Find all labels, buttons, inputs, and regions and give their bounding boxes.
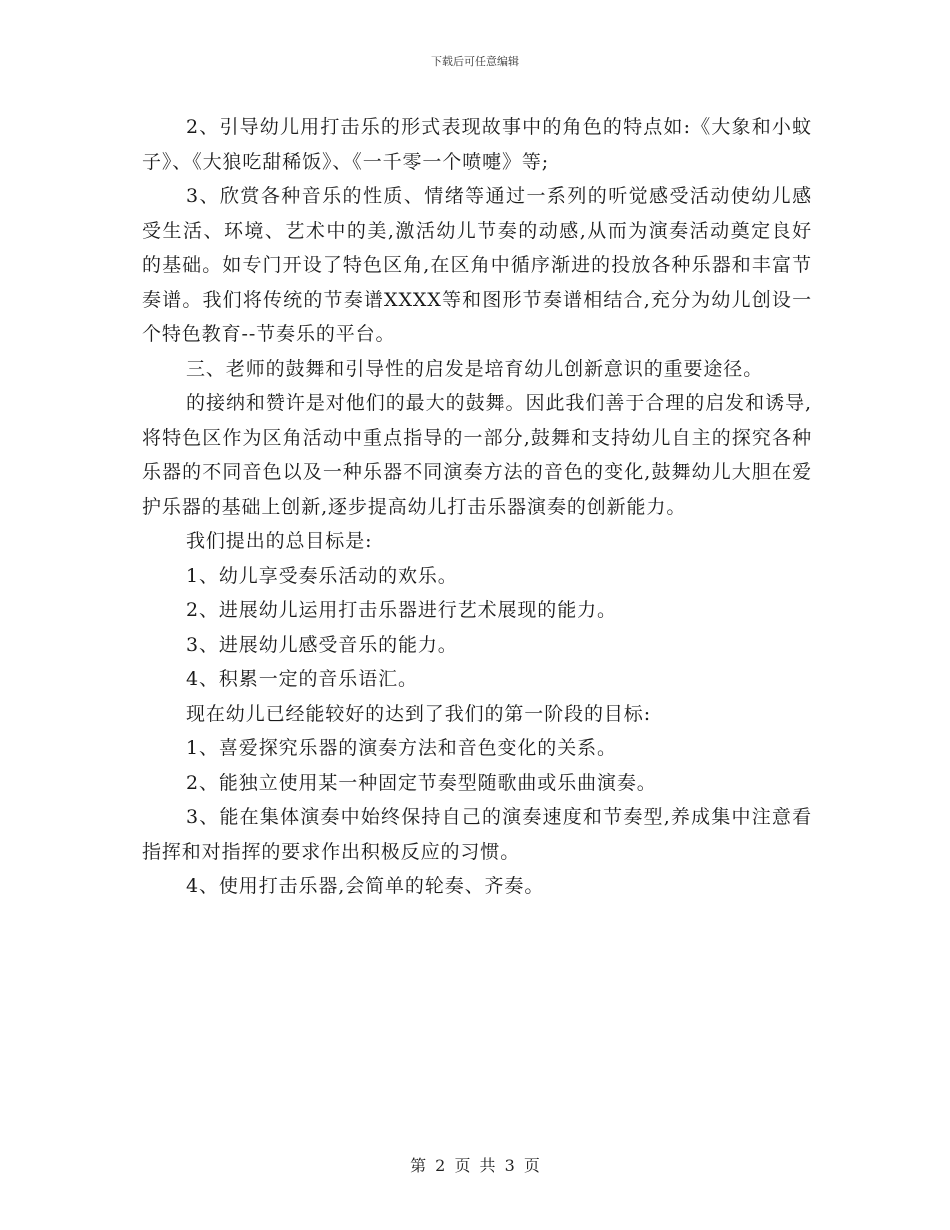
list-item: 2、能独立使用某一种固定节奏型随歌曲或乐曲演奏。 [186, 771, 657, 794]
list-item: 3、能在集体演奏中始终保持自己的演奏速度和节奏型,养成集中注意看指挥和对指挥的要求作出积极反应的习惯。 [142, 806, 812, 863]
list-item: 4、使用打击乐器,会简单的轮奏、齐奏。 [186, 875, 545, 897]
paragraph: 现在幼儿已经能较好的达到了我们的第一阶段的目标: [186, 702, 652, 725]
paragraph: 3、欣赏各种音乐的性质、情绪等通过一系列的听觉感受活动使幼儿感受生活、环境、艺术中的美,激活幼儿节奏的动感,从而为演奏活动奠定良好的基础。如专门开设了特色区角,在区角中循序渐进的投放各种乐器和丰富节奏谱。我们将传统的节奏谱XXXX等和图形节奏谱相结合,充分为幼儿创设一个特色教育--节奏乐的平台。 [142, 185, 812, 345]
page-number-footer: 第 2 页 共 3 页 [410, 1156, 540, 1175]
document-body [142, 110, 812, 904]
list-item: 2、进展幼儿运用打击乐器进行艺术展现的能力。 [186, 599, 617, 621]
paragraph: 2、引导幼儿用打击乐的形式表现故事中的角色的特点如:《大象和小蚊子》、《大狼吃甜稀饭》、《一千零一个喷嚏》等; [142, 116, 812, 173]
list-item: 1、幼儿享受奏乐活动的欢乐。 [186, 564, 458, 587]
list-item: 1、喜爱探究乐器的演奏方法和音色变化的关系。 [186, 737, 617, 759]
paragraph: 三、老师的鼓舞和引导性的启发是培育幼儿创新意识的重要途径。 [186, 357, 764, 380]
paragraph: 的接纳和赞许是对他们的最大的鼓舞。因此我们善于合理的启发和诱导,将特色区作为区角活动中重点指导的一部分,鼓舞和支持幼儿自主的探究各种乐器的不同音色以及一种乐器不同演奏方法的音色的变化,鼓舞幼儿大胆在爱护乐器的基础上创新,逐步提高幼儿打击乐器演奏的创新能力。 [142, 392, 812, 518]
list-item: 3、进展幼儿感受音乐的能力。 [186, 633, 458, 656]
paragraph: 我们提出的总目标是: [186, 530, 373, 552]
list-item: 4、积累一定的音乐语汇。 [186, 668, 418, 690]
page-header: 下载后可任意编辑 [431, 55, 519, 68]
